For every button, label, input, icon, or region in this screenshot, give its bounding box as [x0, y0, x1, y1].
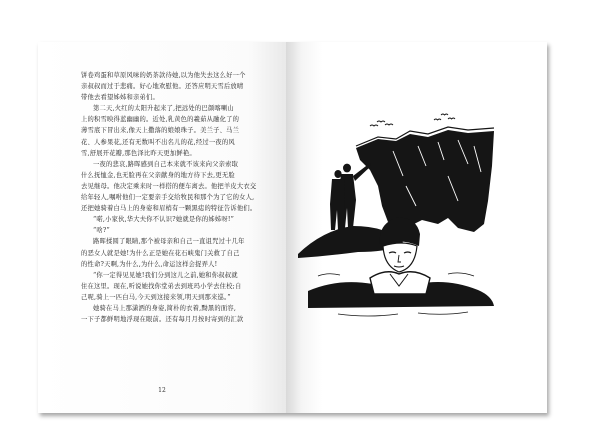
text-line: 路晖揉圆了眼睛,那个被母亲和自己一直诅咒过十几年 — [93, 238, 245, 246]
text-line: 亲叔叔而过于悲痛。好心地欢慰他。还答应明天雪后放晴 — [81, 83, 244, 91]
text-line: “啥?” — [93, 227, 110, 235]
birds — [370, 114, 455, 126]
text-line: 还把她骑着白马上的身姿和眉梢有一颗黑痣的特征告诉他们。 — [81, 205, 257, 213]
ink-illustration — [298, 106, 498, 318]
body-text — [81, 70, 269, 325]
book-spread — [38, 42, 547, 413]
text-line: 带他去看望姊姊和亲弟们。 — [81, 94, 159, 102]
text-line: 己呢,骑上一匹白马,今天到这接来领,明天到那来巡。” — [81, 293, 231, 301]
text-line: “喏,小家伙,华大夫你不认识?她就是你的姊姊呀!” — [93, 216, 234, 224]
text-line: “你一定得见见她!我们分到这儿之前,她和你叔叔就 — [93, 271, 238, 279]
text-line: 什么抚恤金,也无脸再在父亲献身的地方待下去,更无脸 — [81, 171, 235, 179]
text-line: 一下子都鲜明地浮现在眼前。还有每月月按时寄到的汇款 — [81, 316, 244, 324]
text-line: 花、人参果花,还有无数叫不出名儿的花,经过一夜的风 — [81, 138, 235, 146]
text-line: 一夜的悲哀,路晖感到自己本来就不该来向父亲索取 — [93, 160, 239, 168]
text-line: 薄雪底下冒出来,像天上撒落的娘娘珠子。美兰子、马兰 — [81, 127, 240, 135]
text-line: 第二天,火红的太阳升起来了,把远处的巴颜喀喇山 — [93, 105, 234, 113]
text-line: 的恶女人就是她!为什么正是她在花石峡鬼门关救了自己 — [81, 249, 240, 257]
right-page — [286, 42, 547, 413]
text-line: 雪,舒展开花瓣,那色泽比昨天更加鲜艳。 — [81, 149, 196, 157]
text-line: 她骑在马上那潇洒的身姿,简朴的衣着,黝黑的面容, — [93, 304, 237, 312]
text-line: 去见继母。他决定乘来时一样搭的便车离去。他把羊皮大衣交 — [81, 182, 257, 190]
text-line: 上的积雪映得蓝幽幽的。近处,乳黄色的羲茹从融化了的 — [81, 116, 240, 124]
text-line: 饼卷鸡蛋和草原风味的奶茶款待她,以为他失去这么好一个 — [81, 72, 246, 79]
left-page — [38, 42, 286, 413]
text-line: 给年轻人,嘱咐他们一定要亲手交给牧民和那个为了它的女人, — [81, 194, 255, 202]
text-line: 住在这里。现在,听说她找你堂弟去到班玛小学去住校;自 — [81, 282, 242, 290]
page-number: 12 — [158, 387, 166, 394]
mountain-mass — [356, 130, 494, 232]
standing-figures — [330, 163, 371, 230]
text-line: 的性命?天啊,为什么,为什么,命运这样会捉弄人! — [81, 260, 218, 268]
